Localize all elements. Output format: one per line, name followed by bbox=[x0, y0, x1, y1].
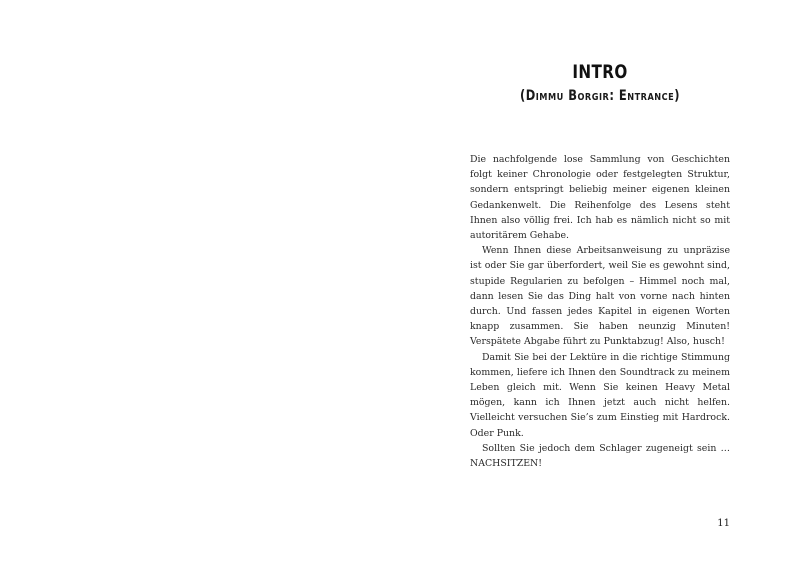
chapter-title: INTRO bbox=[572, 61, 628, 83]
body-text bbox=[470, 152, 730, 471]
paragraph: Damit Sie bei der Lektüre in die richtige Stimmung kommen, liefere ich Ihnen den Soundtrack zu meinem Leben gleich mit. Wenn Sie keinen Heavy Metal mögen, kann ich Ihnen jetzt auch nicht helfen. Vielleicht versuchen Sie’s zum Einstieg mit Hardrock. Oder Punk. bbox=[470, 351, 730, 439]
paragraph: Sollten Sie jedoch dem Schlager zugeneigt sein … NACHSITZEN! bbox=[470, 442, 730, 470]
paragraph: Wenn Ihnen diese Arbeitsanweisung zu unpräzise ist oder Sie gar überfordert, weil Sie es gewohnt sind, stupide Regularien zu befolgen – Himmel noch mal, dann lesen Sie das Ding halt von vorne nach hinten durch. Und fassen jedes Kapitel in eigenen Worten knapp zusammen. Sie haben neunzig Minuten! Verspätete Abgabe führt zu Punktabzug! Also, husch! bbox=[470, 245, 730, 348]
page-number: 11 bbox=[717, 518, 730, 529]
paragraph: Die nachfolgende lose Sammlung von Geschichten folgt keiner Chronologie oder festgelegten Struktur, sondern entspringt beliebig meiner eigenen kleinen Gedankenwelt. Die Reihenfolge des Lesens steht Ihnen also völlig frei. Ich hab es nämlich nicht so mit autoritärem Gehabe. bbox=[470, 154, 730, 242]
chapter-subtitle: (Dimmu Borgir: Entrance) bbox=[519, 88, 681, 104]
